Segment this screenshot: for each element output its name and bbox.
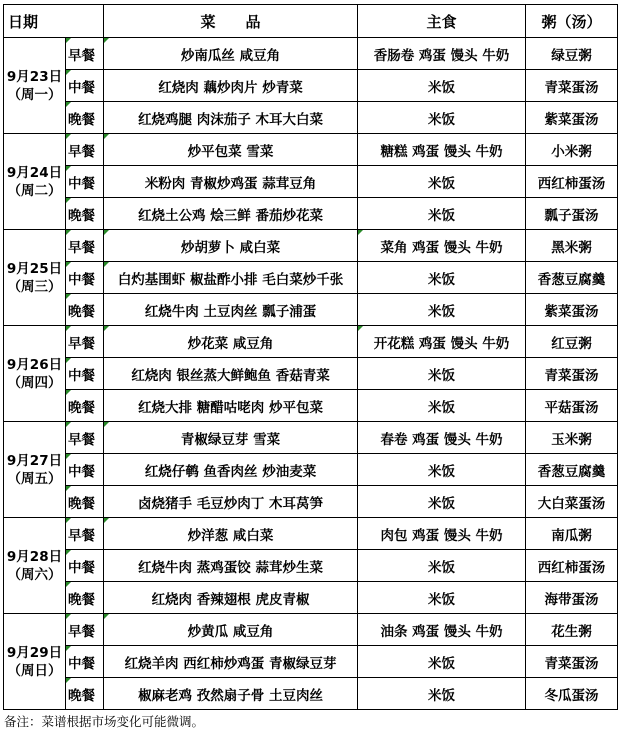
porridge-cell: 瓢子蛋汤 (526, 198, 618, 230)
staple-cell: 米饭 (358, 262, 526, 294)
porridge-cell: 香葱豆腐羹 (526, 454, 618, 486)
day-date: 9月25日 (6, 260, 63, 277)
table-row (4, 678, 618, 710)
meal-cell: 中餐 (66, 454, 104, 486)
porridge-cell: 紫菜蛋汤 (526, 102, 618, 134)
staple-cell: 春卷 鸡蛋 馒头 牛奶 (358, 422, 526, 454)
table-row (4, 454, 618, 486)
staple-cell: 米饭 (358, 166, 526, 198)
day-date: 9月28日 (6, 548, 63, 565)
meal-cell: 晚餐 (66, 198, 104, 230)
table-row (4, 102, 618, 134)
porridge-cell: 西红柿蛋汤 (526, 550, 618, 582)
dishes-cell: 红烧肉 香辣翅根 虎皮青椒 (104, 582, 358, 614)
porridge-cell: 南瓜粥 (526, 518, 618, 550)
meal-cell: 早餐 (66, 134, 104, 166)
dishes-cell: 红烧牛肉 蒸鸡蛋饺 蒜茸炒生菜 (104, 550, 358, 582)
staple-cell: 米饭 (358, 646, 526, 678)
porridge-cell: 绿豆粥 (526, 38, 618, 70)
day-date-cell (4, 38, 66, 134)
staple-cell: 米饭 (358, 454, 526, 486)
meal-cell: 中餐 (66, 646, 104, 678)
staple-cell: 米饭 (358, 390, 526, 422)
staple-cell: 米饭 (358, 550, 526, 582)
porridge-cell: 青菜蛋汤 (526, 646, 618, 678)
porridge-cell: 平菇蛋汤 (526, 390, 618, 422)
staple-cell: 米饭 (358, 678, 526, 710)
dishes-cell: 红烧大排 糖醋咕咾肉 炒平包菜 (104, 390, 358, 422)
porridge-cell: 青菜蛋汤 (526, 358, 618, 390)
table-row (4, 646, 618, 678)
menu-table (3, 4, 618, 710)
staple-cell: 米饭 (358, 358, 526, 390)
table-row (4, 390, 618, 422)
day-weekday: （周一） (7, 86, 62, 103)
dishes-cell: 红烧土公鸡 烩三鲜 番茄炒花菜 (104, 198, 358, 230)
dishes-cell: 炒洋葱 咸白菜 (104, 518, 358, 550)
meal-cell: 早餐 (66, 614, 104, 646)
menu-body (4, 38, 618, 710)
staple-cell: 开花糕 鸡蛋 馒头 牛奶 (358, 326, 526, 358)
day-date-cell (4, 422, 66, 518)
staple-cell: 糖糕 鸡蛋 馒头 牛奶 (358, 134, 526, 166)
day-date: 9月24日 (6, 164, 63, 181)
meal-cell: 早餐 (66, 230, 104, 262)
dishes-cell: 红烧鸡腿 肉沫茄子 木耳大白菜 (104, 102, 358, 134)
porridge-cell: 海带蛋汤 (526, 582, 618, 614)
day-weekday: （周二） (7, 182, 62, 199)
table-row (4, 582, 618, 614)
day-date: 9月23日 (6, 68, 63, 85)
day-date-cell (4, 134, 66, 230)
staple-cell: 香肠卷 鸡蛋 馒头 牛奶 (358, 38, 526, 70)
day-weekday: （周日） (7, 662, 62, 679)
table-row (4, 518, 618, 550)
dishes-cell: 椒麻老鸡 孜然扇子骨 土豆肉丝 (104, 678, 358, 710)
dishes-cell: 红烧肉 藕炒肉片 炒青菜 (104, 70, 358, 102)
dishes-cell: 炒南瓜丝 咸豆角 (104, 38, 358, 70)
porridge-cell: 紫菜蛋汤 (526, 294, 618, 326)
staple-cell: 肉包 鸡蛋 馒头 牛奶 (358, 518, 526, 550)
meal-cell: 晚餐 (66, 294, 104, 326)
dishes-cell: 炒黄瓜 咸豆角 (104, 614, 358, 646)
table-row (4, 166, 618, 198)
staple-cell: 米饭 (358, 582, 526, 614)
day-date: 9月27日 (6, 452, 63, 469)
day-weekday: （周三） (7, 278, 62, 295)
meal-cell: 早餐 (66, 422, 104, 454)
dishes-cell: 红烧牛肉 土豆肉丝 瓢子浦蛋 (104, 294, 358, 326)
day-date-cell (4, 614, 66, 710)
day-date: 9月29日 (6, 644, 63, 661)
table-row (4, 230, 618, 262)
table-row (4, 198, 618, 230)
porridge-cell: 青菜蛋汤 (526, 70, 618, 102)
dishes-cell: 青椒绿豆芽 雪菜 (104, 422, 358, 454)
staple-cell: 米饭 (358, 486, 526, 518)
table-row (4, 70, 618, 102)
dishes-cell: 白灼基围虾 椒盐酢小排 毛白菜炒千张 (104, 262, 358, 294)
meal-cell: 中餐 (66, 70, 104, 102)
meal-cell: 中餐 (66, 358, 104, 390)
dishes-cell: 炒平包菜 雪菜 (104, 134, 358, 166)
meal-cell: 早餐 (66, 518, 104, 550)
table-row (4, 38, 618, 70)
header-date: 日期 (4, 5, 104, 38)
table-row (4, 134, 618, 166)
header-staple: 主食 (358, 5, 526, 38)
staple-cell: 米饭 (358, 198, 526, 230)
meal-cell: 晚餐 (66, 582, 104, 614)
porridge-cell: 小米粥 (526, 134, 618, 166)
dishes-cell: 炒胡萝卜 咸白菜 (104, 230, 358, 262)
meal-cell: 晚餐 (66, 390, 104, 422)
dishes-cell: 炒花菜 咸豆角 (104, 326, 358, 358)
staple-cell: 米饭 (358, 294, 526, 326)
day-date-cell (4, 518, 66, 614)
meal-cell: 早餐 (66, 326, 104, 358)
day-date-cell (4, 230, 66, 326)
porridge-cell: 花生粥 (526, 614, 618, 646)
staple-cell: 米饭 (358, 102, 526, 134)
dishes-cell: 红烧羊肉 西红柿炒鸡蛋 青椒绿豆芽 (104, 646, 358, 678)
day-date: 9月26日 (6, 356, 63, 373)
meal-cell: 早餐 (66, 38, 104, 70)
staple-cell: 油条 鸡蛋 馒头 牛奶 (358, 614, 526, 646)
dishes-cell: 红烧仔鹌 鱼香肉丝 炒油麦菜 (104, 454, 358, 486)
table-row (4, 486, 618, 518)
porridge-cell: 红豆粥 (526, 326, 618, 358)
porridge-cell: 冬瓜蛋汤 (526, 678, 618, 710)
porridge-cell: 西红柿蛋汤 (526, 166, 618, 198)
meal-cell: 晚餐 (66, 486, 104, 518)
header-row (4, 5, 618, 38)
table-row (4, 262, 618, 294)
day-weekday: （周五） (7, 470, 62, 487)
meal-cell: 晚餐 (66, 678, 104, 710)
header-porridge: 粥（汤） (526, 5, 618, 38)
day-date-cell (4, 326, 66, 422)
porridge-cell: 大白菜蛋汤 (526, 486, 618, 518)
porridge-cell: 黑米粥 (526, 230, 618, 262)
porridge-cell: 香葱豆腐羹 (526, 262, 618, 294)
header-dishes: 菜 品 (104, 5, 358, 38)
table-row (4, 294, 618, 326)
footnote: 备注：菜谱根据市场变化可能微调。 (4, 714, 205, 729)
day-weekday: （周四） (7, 374, 62, 391)
staple-cell: 菜角 鸡蛋 馒头 牛奶 (358, 230, 526, 262)
dishes-cell: 卤烧猪手 毛豆炒肉丁 木耳莴笋 (104, 486, 358, 518)
table-row (4, 614, 618, 646)
dishes-cell: 米粉肉 青椒炒鸡蛋 蒜茸豆角 (104, 166, 358, 198)
table-row (4, 326, 618, 358)
meal-cell: 中餐 (66, 262, 104, 294)
table-row (4, 550, 618, 582)
meal-cell: 晚餐 (66, 102, 104, 134)
staple-cell: 米饭 (358, 70, 526, 102)
meal-cell: 中餐 (66, 166, 104, 198)
day-weekday: （周六） (7, 566, 62, 583)
dishes-cell: 红烧肉 银丝蒸大鲜鲍鱼 香菇青菜 (104, 358, 358, 390)
porridge-cell: 玉米粥 (526, 422, 618, 454)
meal-cell: 中餐 (66, 550, 104, 582)
table-row (4, 358, 618, 390)
table-row (4, 422, 618, 454)
